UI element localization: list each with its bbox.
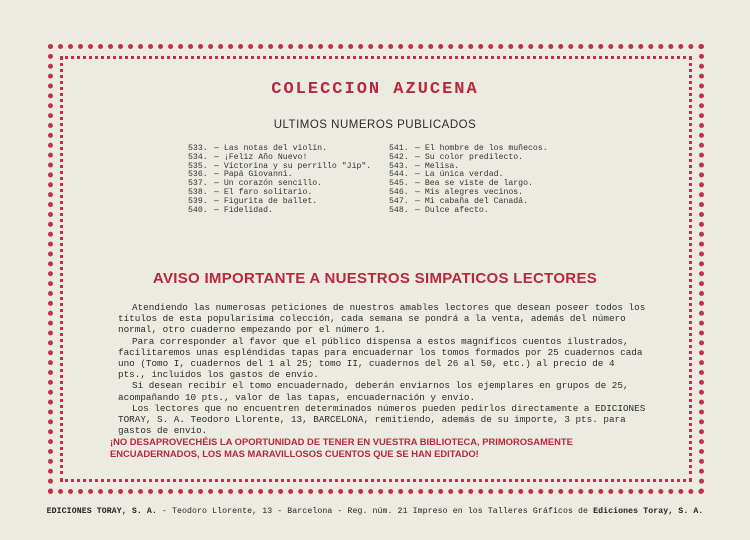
issue-number: 543. bbox=[389, 161, 409, 171]
issue-number: 540. bbox=[188, 205, 208, 215]
list-item bbox=[389, 207, 548, 216]
notice-heading: AVISO IMPORTANTE A NUESTROS SIMPATICOS LECTORES bbox=[152, 270, 598, 287]
issue-number: 537. bbox=[188, 179, 208, 189]
issue-title: — Dulce afecto. bbox=[415, 205, 489, 215]
issue-number: 534. bbox=[188, 152, 208, 162]
issue-number: 533. bbox=[188, 144, 208, 153]
imprint-footer bbox=[0, 507, 750, 516]
issue-number: 542. bbox=[389, 152, 409, 162]
notice-body bbox=[118, 302, 646, 436]
issue-number: 535. bbox=[188, 161, 208, 171]
issue-title: — Figurita de ballet. bbox=[214, 196, 318, 206]
issue-title: — Su color predilecto. bbox=[415, 152, 524, 162]
issue-title: — Melisa. bbox=[415, 161, 460, 171]
issue-number: 548. bbox=[389, 205, 409, 215]
paragraph: Si desean recibir el tomo encuadernado, deberán enviarnos los ejemplares en grupos de 25, acompañando 10 pts., valor de las tapas, encuadernación y envío. bbox=[118, 380, 629, 403]
issue-number: 545. bbox=[389, 179, 409, 189]
issue-title: — La única verdad. bbox=[415, 170, 504, 180]
issue-title: — El faro solitario. bbox=[214, 187, 313, 197]
closing-exhortation: ¡NO DESAPROVECHÉIS LA OPORTUNIDAD DE TENER EN VUESTRA BIBLIOTECA, PRIMOROSAMENTE ENCUADERNADOS, LOS MAS MARAVILLOSOS CUENTOS QUE SE HAN EDITADO! bbox=[110, 436, 573, 459]
paragraph: Para corresponder al favor que el público dispensa a estos magníficos cuentos ilustrados, facilitaremos unas espléndidas tapas para encuadernar los tomos formados por 25 cuadernos cada uno (Tomo I, cuadernos del 1 al 25; tomo II, cuadernos del 26 al 50, etc.) al precio de 4 pts., incluidos los gastos de envío. bbox=[118, 335, 643, 381]
issue-number: 539. bbox=[188, 196, 208, 206]
issue-number: 547. bbox=[389, 196, 409, 206]
issue-title: — ¡Feliz Año Nuevo! bbox=[214, 152, 308, 162]
issue-number: 544. bbox=[389, 170, 409, 180]
issue-title: — Papá Giovanni. bbox=[214, 170, 293, 180]
issue-number: 538. bbox=[188, 187, 208, 197]
list-item bbox=[389, 154, 548, 163]
collection-title: COLECCION AZUCENA bbox=[271, 80, 479, 99]
issue-title: — Mis alegres vecinos. bbox=[415, 187, 524, 197]
titles-list-left bbox=[188, 145, 371, 215]
footer-publisher: EDICIONES TORAY, S. A. bbox=[46, 507, 157, 516]
issue-title: — Fidelidad. bbox=[214, 205, 273, 215]
issue-title: — Bea se viste de largo. bbox=[415, 179, 533, 189]
paragraph: Los lectores que no encuentren determinados números pueden pedirlos directamente a EDICIONES TORAY, S. A. Teodoro Llorente, 13, BARCELONA, remitiendo, además de su importe, 3 pts. para gastos de envío. bbox=[118, 402, 646, 437]
issue-title: — Un corazón sencillo. bbox=[214, 179, 323, 189]
issue-title: — El hombre de los muñecos. bbox=[415, 144, 548, 153]
issue-title: — Mi cabaña del Canadá. bbox=[415, 196, 529, 206]
list-item bbox=[188, 207, 371, 216]
list-subtitle: ULTIMOS NUMEROS PUBLICADOS bbox=[273, 119, 477, 131]
issue-number: 546. bbox=[389, 187, 409, 197]
issue-title: — Victorina y su perrillo "Jip". bbox=[214, 161, 372, 171]
footer-printer: Ediciones Toray, S. A. bbox=[593, 507, 704, 516]
footer-address: - Teodoro Llorente, 13 - Barcelona - Reg. núm. 21 Impreso en los Talleres Gráficos de bbox=[156, 507, 594, 516]
issue-number: 541. bbox=[389, 144, 409, 153]
issue-title: — Las notas del violín. bbox=[214, 144, 328, 153]
titles-list-right bbox=[389, 145, 548, 215]
paragraph: Atendiendo las numerosas peticiones de nuestros amables lectores que desean poseer todos los títulos de esta popularísima colección, cada semana se pondrá a la venta, además del número normal, otro cuaderno empezando por el número 1. bbox=[118, 302, 646, 336]
issue-number: 536. bbox=[188, 170, 208, 180]
